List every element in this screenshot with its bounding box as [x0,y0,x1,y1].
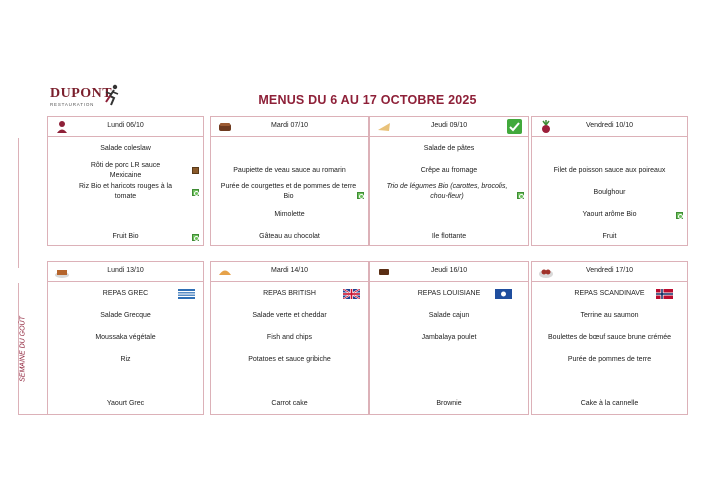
menu-dairy: Yaourt arôme Bio [582,211,637,218]
day-header [48,116,203,137]
day-menu [370,137,528,246]
day-lundi-06 [47,116,204,246]
menu-dessert: Cake à la cannelle [580,400,639,407]
day-label: Jeudi 16/10 [430,267,468,274]
day-label: Vendredi 10/10 [585,122,634,129]
greece-flag-icon [178,289,195,299]
menu-dessert: Fruit Bio [112,233,139,240]
menu-cheese: Mimolette [274,211,305,218]
day-menu [532,282,687,415]
menu-main: Jambalaya poulet [421,334,477,341]
day-header [370,261,528,282]
day-header [211,116,368,137]
day-label: Lundi 13/10 [107,267,144,274]
menu-main: Crêpe au fromage [420,167,478,174]
menu-dessert: Brownie [436,400,462,407]
uk-flag-icon [343,289,360,299]
menu-starter: Salade verte et cheddar [252,312,327,319]
menu-starter: Salade coleslaw [100,145,151,152]
dupont-logo [50,86,120,112]
week-1 [18,116,688,246]
check-icon [507,119,522,134]
week-1-sidebar [18,138,47,268]
day-label: Vendredi 17/10 [585,267,634,274]
theme-label: REPAS GREC [102,290,149,297]
day-lundi-13 [47,261,204,415]
logo-subtitle: RESTAURATION [50,102,95,107]
bio-icon [517,192,524,199]
bio-icon [357,192,364,199]
page-title: MENUS DU 6 AU 17 OCTOBRE 2025 [258,93,477,107]
day-mardi-14 [210,261,369,415]
day-vendredi-17 [531,261,688,415]
menu-dessert: Carrot cake [271,400,308,407]
menu-main: Paupiette de veau sauce au romarin [233,167,346,174]
bio-icon [192,234,199,241]
day-header [211,261,368,282]
menu-main: Moussaka végétale [95,334,156,341]
day-header [532,261,687,282]
menu-main: Fish and chips [266,334,313,341]
menu-main: Boulettes de bœuf sauce brune crémée [548,334,671,341]
runner-icon [102,84,122,108]
louisiana-flag-icon [495,289,512,299]
day-jeudi-16 [369,261,529,415]
theme-label: REPAS BRITISH [263,290,316,297]
menu-starter: Terrine au saumon [580,312,639,319]
week-2 [18,261,688,415]
menu-dessert: Yaourt Grec [106,400,145,407]
menu-starter: Salade de pâtes [423,145,475,152]
day-menu [532,137,687,246]
day-menu [211,137,368,246]
menu-dessert: Ile flottante [431,233,467,240]
day-menu [48,282,203,415]
bio-icon [676,212,683,219]
bio-icon [192,189,199,196]
menu-dessert: Gâteau au chocolat [259,233,320,240]
day-menu [48,137,203,246]
menu-side: Riz [120,356,131,363]
menu-side: Boulghour [593,189,626,196]
week-2-sidebar: SEMAINE DU GOÛT [18,283,47,415]
day-header [48,261,203,282]
menu-starter: Salade cajun [428,312,470,319]
day-label: Lundi 06/10 [107,122,144,129]
menu-side: Trio de légumes Bio (carottes, brocolis, chou-fleur) [386,183,508,200]
menu-main: Rôti de porc LR sauce Mexicaine [90,162,161,179]
menu-side: Purée de courgettes et de pommes de terre Bio [220,183,357,200]
day-header [370,116,528,137]
theme-label: REPAS LOUISIANE [417,290,481,297]
menu-side: Riz Bio et haricots rouges à la tomate [79,183,172,200]
menu-side: Purée de pommes de terre [567,356,652,363]
day-menu [370,282,528,415]
label-rouge-icon [192,167,199,174]
theme-label: REPAS SCANDINAVE [574,290,645,297]
day-mardi-07 [210,116,369,246]
logo-brand: DUPONT [50,86,113,101]
day-header [532,116,687,137]
day-label: Mardi 07/10 [271,122,308,129]
menu-side: Potatoes et sauce gribiche [248,356,331,363]
day-jeudi-09 [369,116,529,246]
day-label: Jeudi 09/10 [430,122,468,129]
menu-starter: Salade Grecque [100,312,151,319]
day-label: Mardi 14/10 [271,267,308,274]
menu-main: Filet de poisson sauce aux poireaux [553,167,666,174]
day-menu [211,282,368,415]
day-vendredi-10 [531,116,688,246]
menu-dessert: Fruit [602,233,617,240]
norway-flag-icon [656,289,673,299]
